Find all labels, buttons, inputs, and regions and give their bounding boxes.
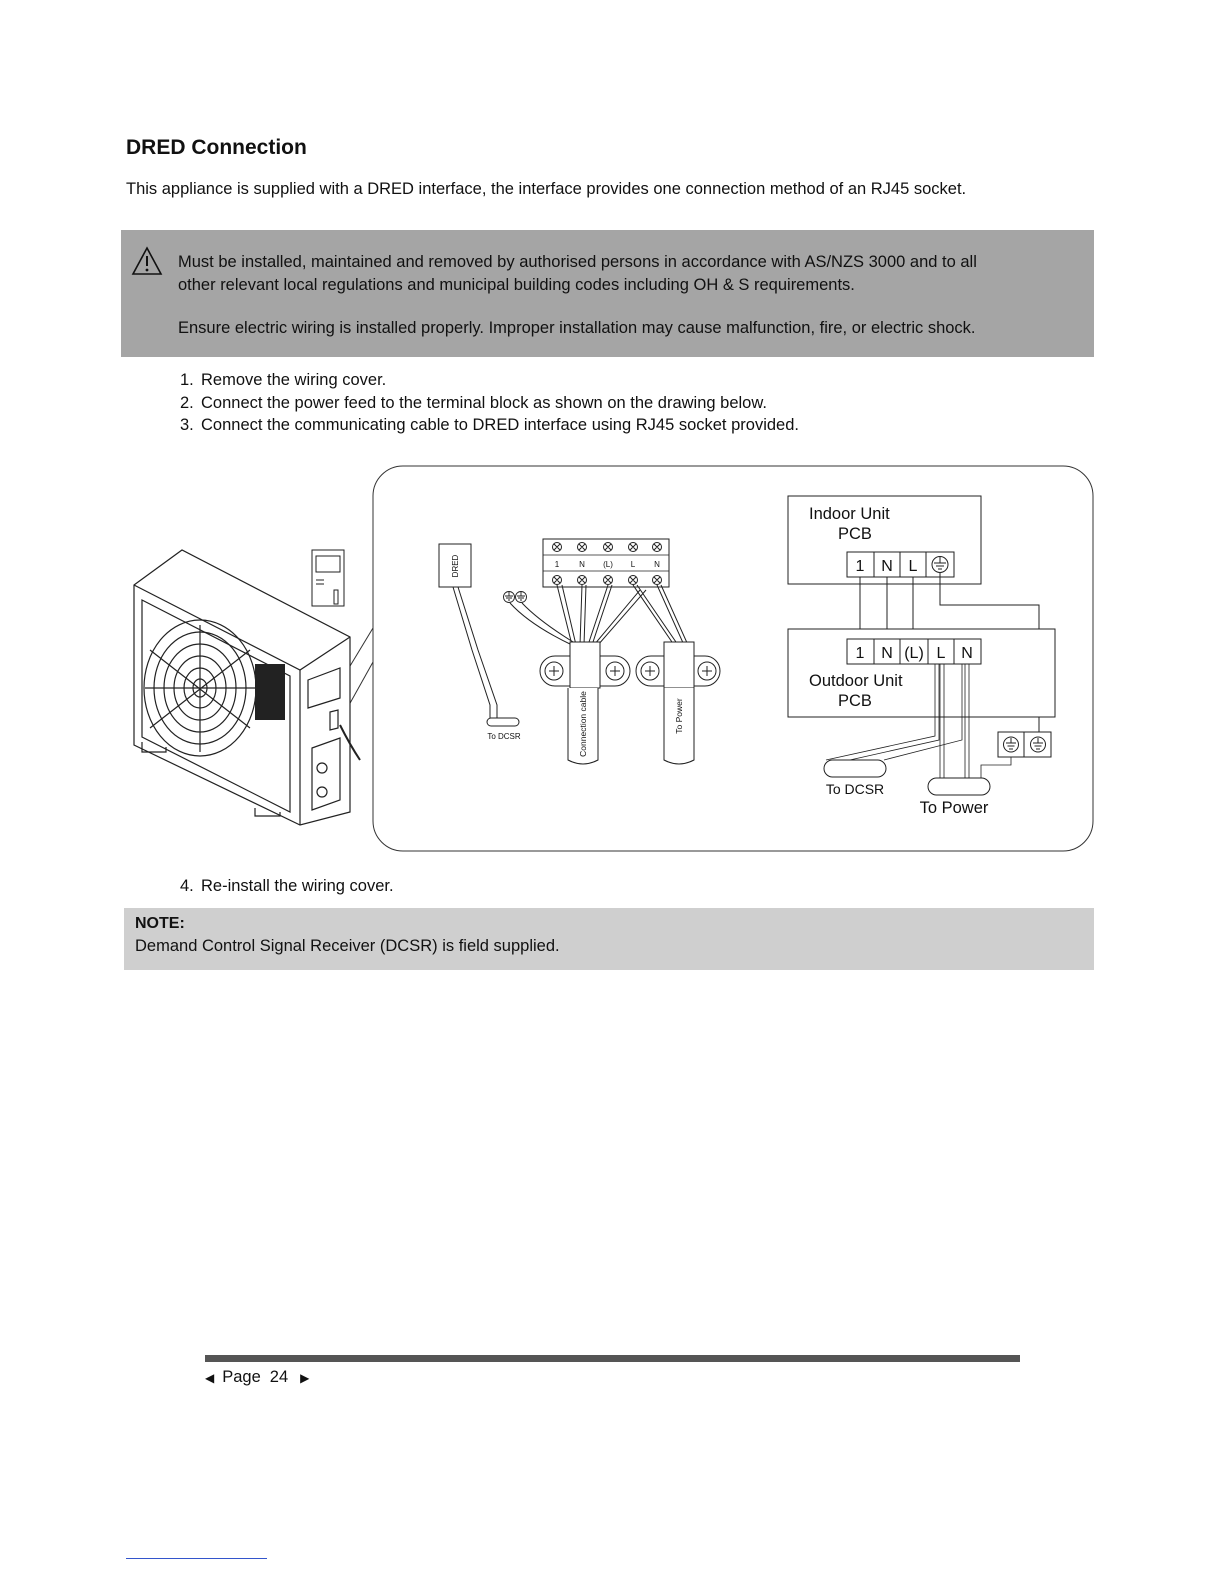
to-power-label: To Power (919, 799, 989, 817)
previous-page-icon[interactable]: ◀ (205, 1370, 215, 1385)
dcsr-connector (487, 718, 519, 726)
terminal-label-1: 1 (554, 560, 560, 569)
to-power-small-label: To Power (674, 698, 684, 734)
indoor-terminal-2: N (881, 558, 893, 575)
brand-panel (255, 664, 285, 720)
terminal-label-2: N (579, 560, 585, 569)
page-heading: DRED Connection (126, 136, 307, 159)
step-text: Connect the communicating cable to DRED interface using RJ45 socket provided. (201, 416, 799, 434)
warning-line-1: Must be installed, maintained and removed by authorised persons in accordance with AS/NZS 3000 and to all (178, 253, 977, 271)
terminal-label-4: L (630, 560, 636, 569)
power-terminal (928, 778, 990, 795)
step-number: 4. (180, 877, 194, 895)
outdoor-terminal-1: 1 (855, 645, 865, 662)
outdoor-terminal-2: N (881, 645, 893, 662)
terminal-label-5: N (654, 560, 660, 569)
cable-clamps (540, 642, 720, 688)
outdoor-terminal-4: L (936, 645, 946, 662)
terminal-wires (510, 585, 688, 645)
to-dcsr-label: To DCSR (825, 781, 885, 797)
outdoor-pcb-label: PCB (838, 692, 872, 710)
indoor-pcb-label: PCB (838, 525, 872, 543)
earth-terminal-pair (998, 732, 1051, 757)
step-number: 2. (180, 393, 194, 412)
bottom-rule (126, 1558, 267, 1559)
outdoor-terminal-5: N (961, 645, 973, 662)
warning-line-3: Ensure electric wiring is installed properly. Improper installation may cause malfunction, fire, or electric shock. (178, 319, 976, 337)
terminal-label-3: (L) (603, 560, 613, 569)
earth-symbols (504, 592, 527, 603)
note-box (124, 908, 1094, 970)
outdoor-terminal-3: (L) (904, 645, 924, 662)
page-number: 24 (269, 1368, 289, 1386)
step-text: Connect the power feed to the terminal block as shown on the drawing below. (201, 393, 767, 412)
footer-divider (205, 1355, 1020, 1362)
indoor-terminal-1: 1 (855, 558, 865, 575)
to-dcsr-small-label: To DCSR (487, 732, 521, 741)
page-label: Page (222, 1368, 261, 1386)
outdoor-unit-label: Outdoor Unit (809, 672, 903, 690)
step-text: Re-install the wiring cover. (201, 877, 394, 895)
warning-line-2: other relevant local regulations and municipal building codes including OH & S requirements. (178, 276, 855, 294)
dcsr-terminal (824, 760, 886, 777)
connection-cable-label: Connection cable (578, 691, 588, 757)
step-number: 3. (180, 416, 194, 434)
indoor-unit-label: Indoor Unit (809, 505, 890, 523)
page-navigation (205, 1368, 309, 1387)
step-text: Remove the wiring cover. (201, 371, 387, 389)
dred-label: DRED (451, 554, 460, 578)
indoor-terminal-3: L (908, 558, 918, 575)
note-text: Demand Control Signal Receiver (DCSR) is field supplied. (135, 937, 560, 955)
intro-paragraph: This appliance is supplied with a DRED interface, the interface provides one connection method of an RJ45 socket. (126, 180, 967, 198)
note-title: NOTE: (135, 915, 185, 932)
wiring-cover-detail (312, 550, 344, 606)
dred-wire (453, 587, 497, 720)
next-page-icon[interactable]: ▶ (300, 1370, 310, 1385)
step-number: 1. (180, 371, 194, 389)
step-item (180, 877, 394, 896)
